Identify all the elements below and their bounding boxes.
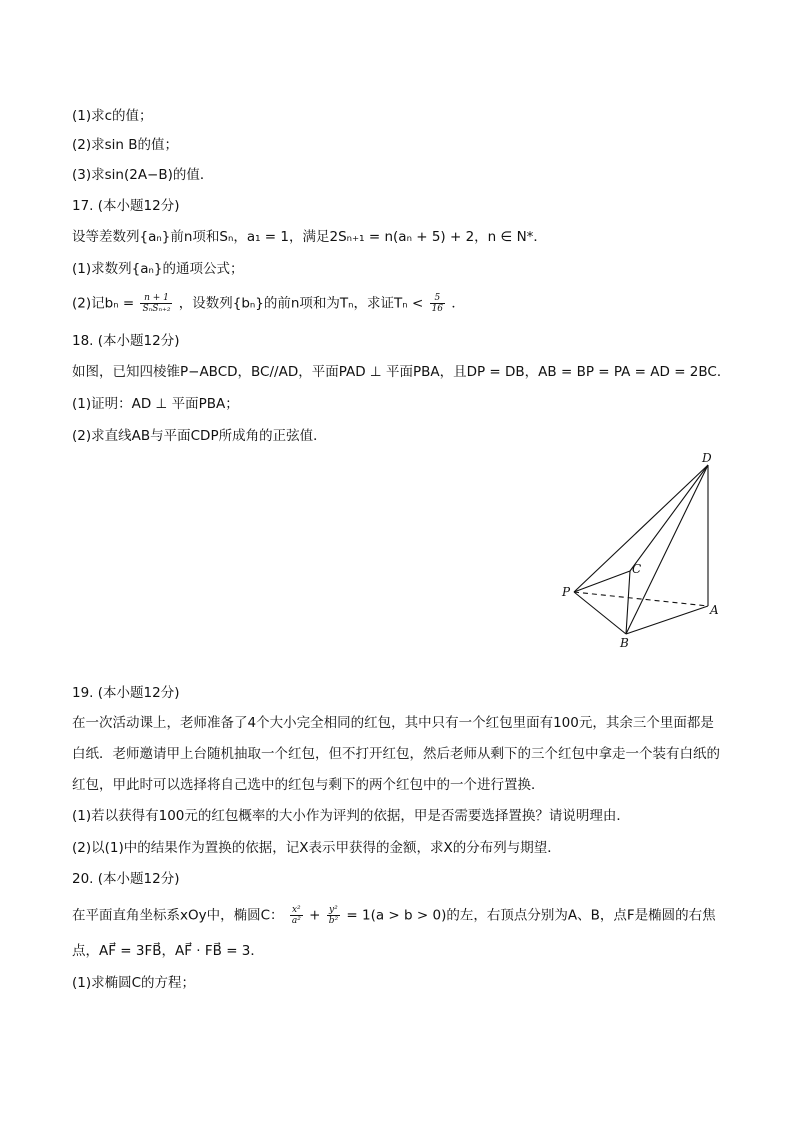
q20-header: 20. (本小题12分) [72,871,180,887]
fraction-denominator: 16 [431,304,444,314]
q20-stem-post: = 1(a > b > 0)的左，右顶点分别为A、B，点F是椭圆的右焦 [346,907,716,924]
fraction-denominator: SₙSₙ₊₂ [142,304,171,314]
q19-header: 19. (本小题12分) [72,685,180,701]
q16-part2: (2)求sin B的值； [72,137,179,153]
q18-stem: 如图，已知四棱锥P−ABCD，BC//AD，平面PAD ⊥ 平面PBA，且DP = DB，AB = BP = PA = AD = 2BC． [72,364,731,380]
label-P: P [562,585,571,599]
q19-part1: (1)若以获得有100元的红包概率的大小作为评判的依据，甲是否需要选择置换？请说明理由． [72,808,630,824]
q20-fraction-x [290,905,303,926]
q17-header: 17. (本小题12分) [72,198,180,214]
q20-stem-pre: 在平面直角坐标系xOy中，椭圆C： [72,907,284,924]
plus-sign: + [309,907,325,924]
q18-part2: (2)求直线AB与平面CDP所成角的正弦值． [72,428,327,444]
q16-part1: (1)求c的值； [72,108,153,124]
q18-header: 18. (本小题12分) [72,333,180,349]
fraction-numerator: x² [290,905,303,916]
fraction-numerator: y² [327,905,340,916]
fraction-denominator: a² [291,916,301,926]
q17-fraction-bound [430,293,445,314]
q17-part1: (1)求数列{aₙ}的通项公式； [72,261,244,277]
q17-part2 [72,293,465,314]
q17-stem: 设等差数列{aₙ}前n项和Sₙ，a₁ = 1，满足2Sₙ₊₁ = n(aₙ + 5) + 2，n ∈ N*． [72,229,547,245]
q18-part1: (1)证明：AD ⊥ 平面PBA； [72,396,239,412]
fraction-numerator: 5 [430,293,445,304]
q20-part1: (1)求椭圆C的方程； [72,975,196,991]
q17-part2-end: ． [451,295,465,312]
q20-stem-line1 [72,905,716,926]
q16-part3: (3)求sin(2A−B)的值． [72,167,214,183]
label-B: B [620,636,629,650]
q19-part2: (2)以(1)中的结果作为置换的依据，记X表示甲获得的金额，求X的分布列与期望． [72,840,561,856]
q17-fraction-b [140,293,172,314]
q17-part2-mid: ，设数列{bₙ}的前n项和为Tₙ，求证Tₙ < [178,295,428,312]
q20-stem-line2: 点，AF⃗ = 3FB⃗，AF⃗ · FB⃗ = 3． [72,943,264,959]
q20-fraction-y [327,905,340,926]
fraction-denominator: b² [328,916,339,926]
fraction-numerator: n + 1 [140,293,172,304]
label-D: D [702,451,712,465]
label-C: C [632,562,642,576]
label-A: A [710,603,719,617]
q19-stem: 在一次活动课上，老师准备了4个大小完全相同的红包，其中只有一个红包里面有100元，其余三个里面都是白纸．老师邀请甲上台随机抽取一个红包，但不打开红包，然后老师从剩下的三个红包中拿走一个装有白纸的红包，甲此时可以选择将自己选中的红包与剩下的两个红包中的一个进行置换． [72,715,720,793]
q17-part2-pre: (2)记bₙ = [72,295,139,312]
pyramid-figure [556,446,736,656]
